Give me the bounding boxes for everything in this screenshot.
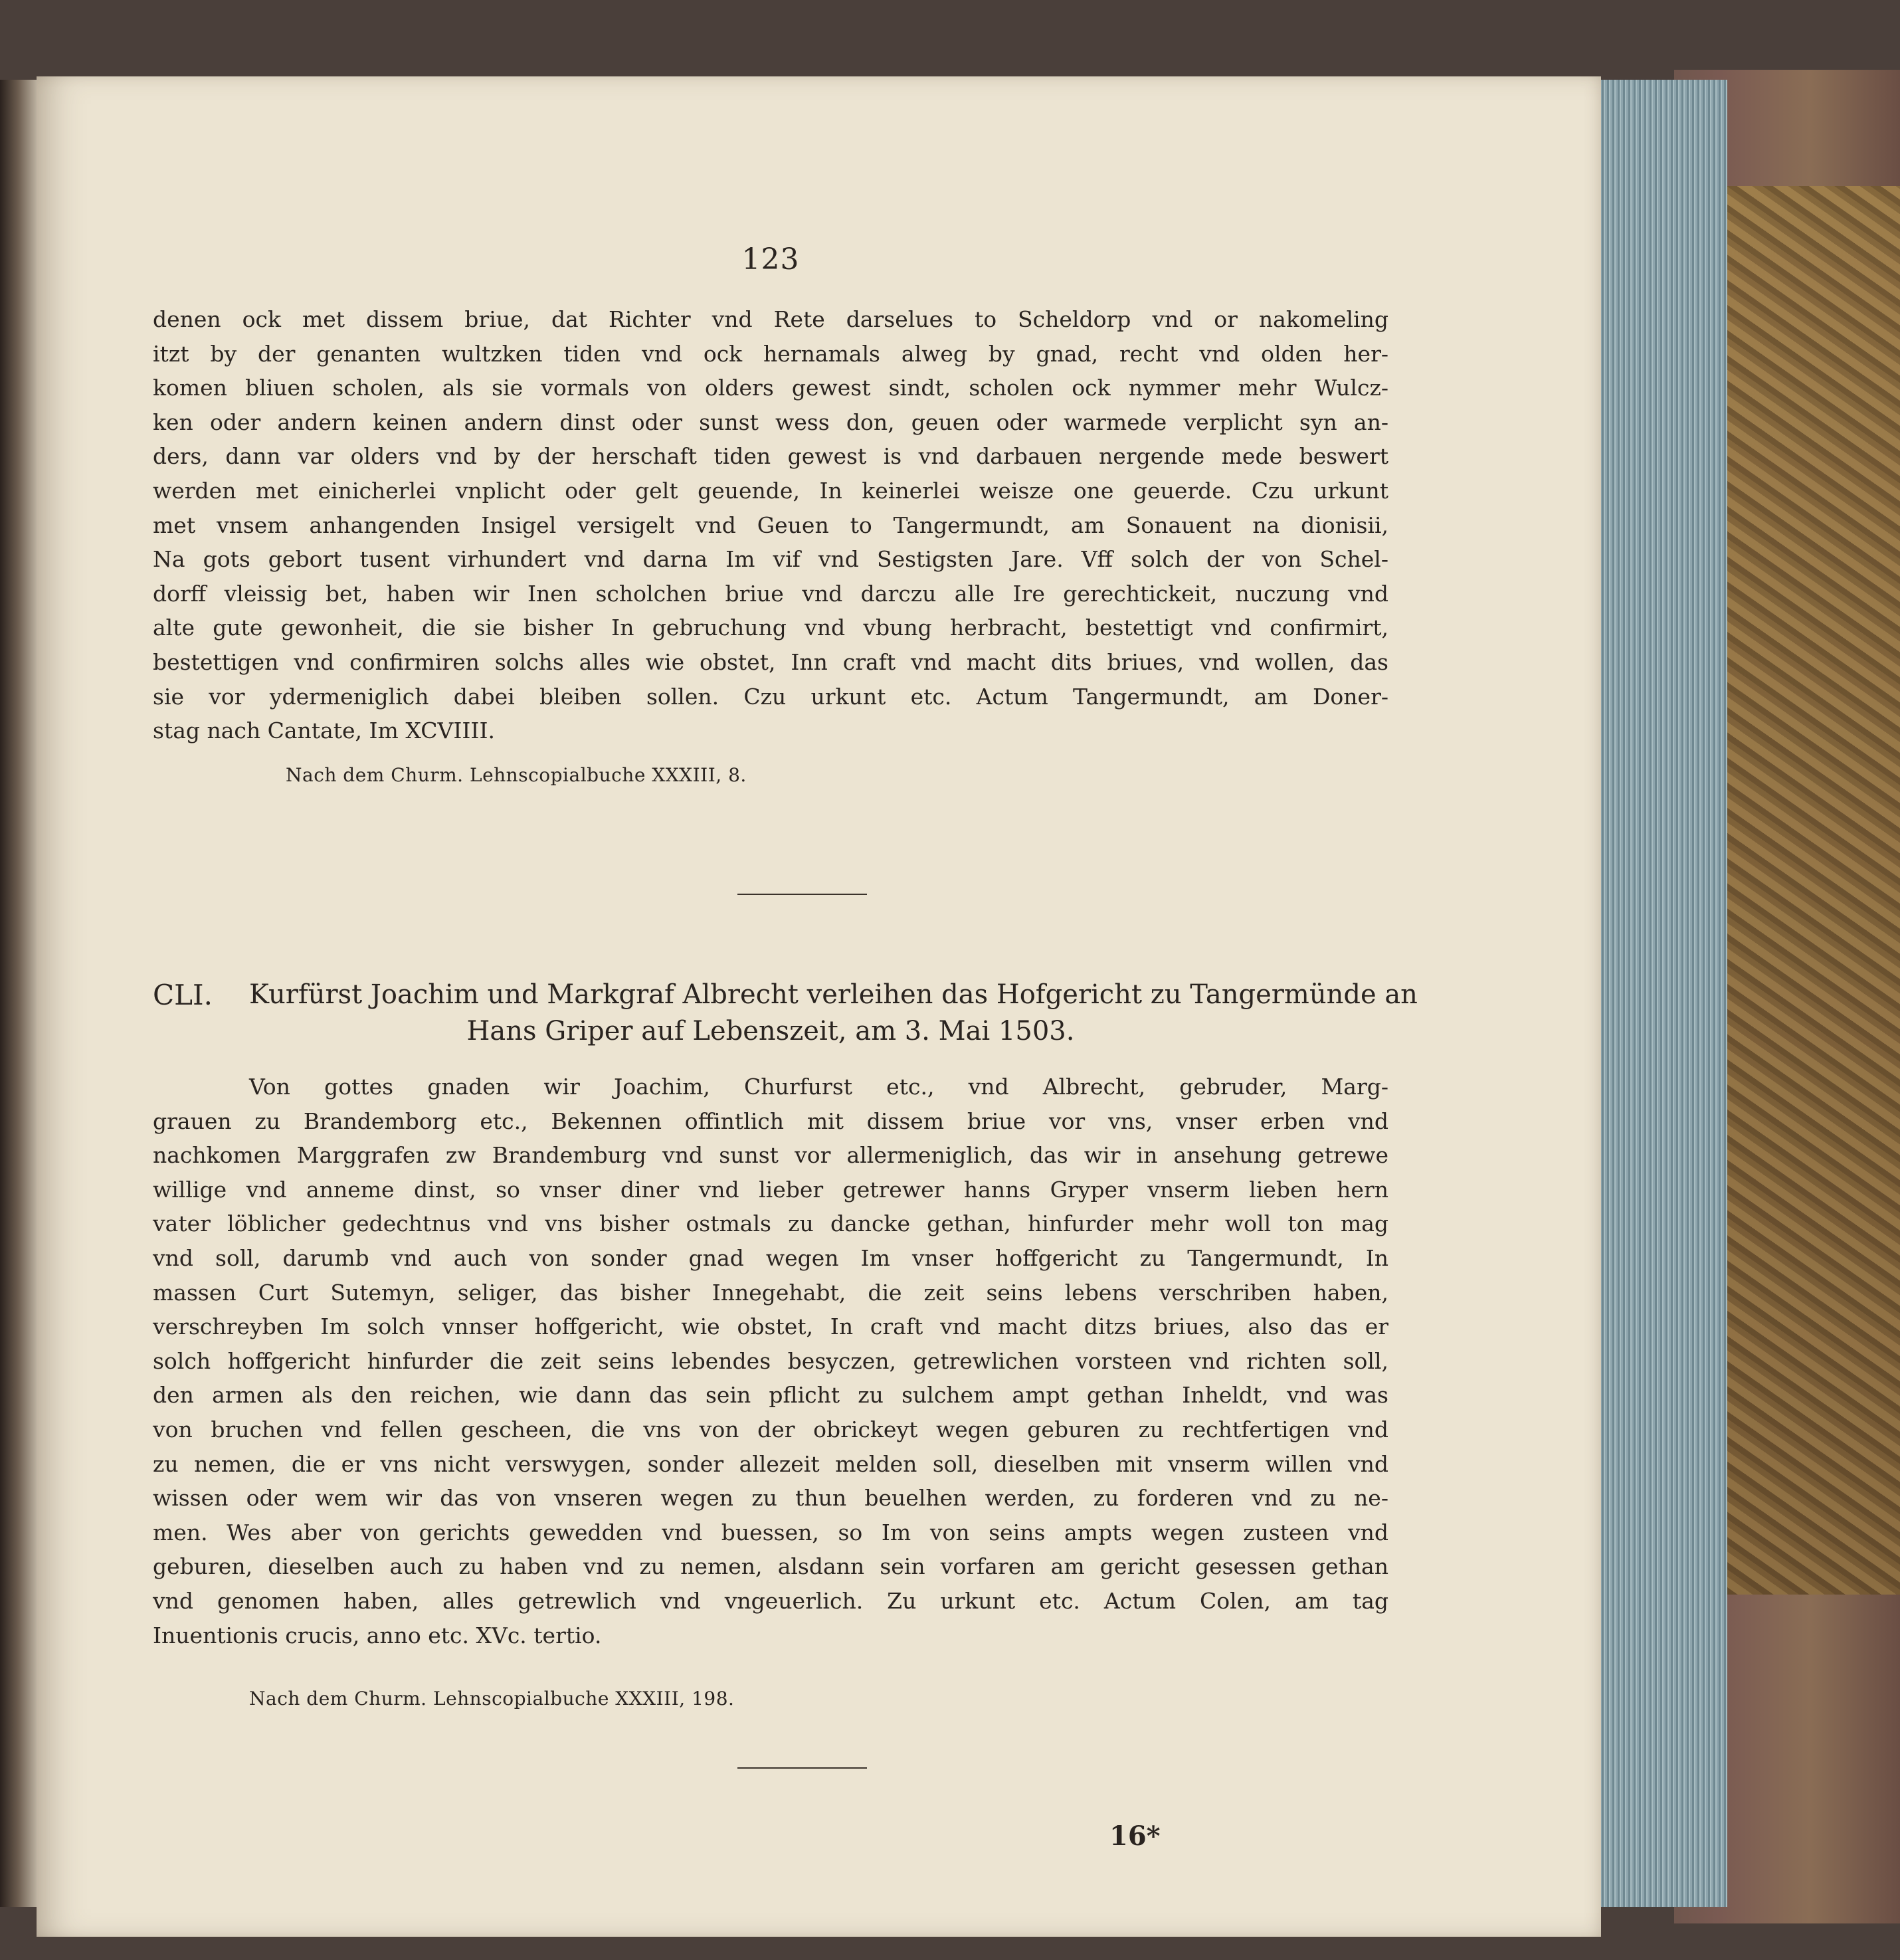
heading-line-1: Kurfürst Joachim und Markgraf Albrecht verleihen das Hofgericht zu Tangermünde an	[249, 979, 1418, 1010]
text-line: zu nemen, die er vns nicht verswygen, sonder allezeit melden soll, dieselben mit vnserm willen vnd	[153, 1450, 1388, 1477]
text-line: werden met einicherlei vnplicht oder gelt geuende, In keinerlei weisze one geuerde. Czu urkunt	[153, 477, 1388, 504]
text-line: massen Curt Sutemyn, seliger, das bisher Innegehabt, die zeit seins lebens verschriben haben,	[153, 1279, 1388, 1306]
marbled-cover-paper	[1727, 186, 1900, 1595]
text-line: Na gots gebort tusent virhundert vnd darna Im vif vnd Sestigsten Jare. Vff solch der von Schel-	[153, 546, 1388, 573]
document-paragraph-2	[153, 1070, 1388, 1652]
heading-line-2: Hans Griper auf Lebenszeit, am 3. Mai 1503.	[466, 1016, 1075, 1046]
text-line: nachkomen Marggrafen zw Brandemburg vnd sunst vor allermeniglich, das wir in ansehung getrewe	[153, 1142, 1388, 1169]
text-line: itzt by der genanten wultzken tiden vnd ock hernamals alweg by gnad, recht vnd olden her-	[153, 340, 1388, 367]
page-number: 123	[741, 243, 800, 276]
source-note-2: Nach dem Churm. Lehnscopialbuche XXXIII, 198.	[249, 1688, 735, 1710]
page-fore-edge	[1594, 80, 1727, 1907]
text-line: bestettigen vnd confirmiren solchs alles wie obstet, Inn craft vnd macht dits briues, vnd wollen, das	[153, 648, 1388, 675]
text-line: grauen zu Brandemborg etc., Bekennen offintlich mit dissem briue vor vns, vnser erben vnd	[153, 1108, 1388, 1134]
text-line: men. Wes aber von gerichts gewedden vnd buessen, so Im von seins ampts wegen zusteen vnd	[153, 1519, 1388, 1545]
text-line: solch hoffgericht hinfurder die zeit seins lebendes besyczen, getrewlichen vorsteen vnd richten soll,	[153, 1347, 1388, 1374]
text-line: komen bliuen scholen, als sie vormals von olders gewest sindt, scholen ock nymmer mehr Wulcz-	[153, 375, 1388, 401]
text-line: willige vnd anneme dinst, so vnser diner vnd lieber getrewer hanns Gryper vnserm lieben hern	[153, 1176, 1388, 1203]
book-page	[37, 76, 1601, 1937]
text-line: von bruchen vnd fellen gescheen, die vns von der obrickeyt wegen geburen zu rechtfertigen vnd	[153, 1416, 1388, 1442]
text-line: met vnsem anhangenden Insigel versigelt vnd Geuen to Tangermundt, am Sonauent na dionisii,	[153, 512, 1388, 538]
facing-page-edge	[0, 80, 40, 1907]
text-line: den armen als den reichen, wie dann das sein pflicht zu sulchem ampt gethan Inheldt, vnd was	[153, 1382, 1388, 1409]
text-line: Von gottes gnaden wir Joachim, Churfurst etc., vnd Albrecht, gebruder, Marg-	[249, 1074, 1388, 1100]
text-line: geburen, dieselben auch zu haben vnd zu nemen, alsdann sein vorfaren am gericht gesessen gethan	[153, 1553, 1388, 1580]
section-divider-1	[737, 894, 867, 895]
document-number: CLI.	[153, 979, 213, 1011]
text-line: vater löblicher gedechtnus vnd vns bisher ostmals zu dancke gethan, hinfurder mehr woll ton mag	[153, 1211, 1388, 1237]
text-line: vnd soll, darumb vnd auch von sonder gnad wegen Im vnser hoffgericht zu Tangermundt, In	[153, 1244, 1388, 1271]
text-line: dorff vleissig bet, haben wir Inen scholchen briue vnd darczu alle Ire gerechtickeit, nuczung vnd	[153, 580, 1388, 607]
signature-mark: 16*	[1109, 1820, 1161, 1852]
text-line: vnd genomen haben, alles getrewlich vnd vngeuerlich. Zu urkunt etc. Actum Colen, am tag	[153, 1587, 1388, 1614]
text-line: verschreyben Im solch vnnser hoffgericht, wie obstet, In craft vnd macht ditzs briues, also das er	[153, 1314, 1388, 1340]
document-paragraph-1	[153, 302, 1388, 748]
text-line: stag nach Cantate, Im XCVIIII.	[153, 718, 495, 744]
text-line: sie vor ydermeniglich dabei bleiben sollen. Czu urkunt etc. Actum Tangermundt, am Doner-	[153, 683, 1388, 710]
text-line: denen ock met dissem briue, dat Richter vnd Rete darselues to Scheldorp vnd or nakomeling	[153, 306, 1388, 332]
text-line: wissen oder wem wir das von vnseren wegen zu thun beuelhen werden, zu forderen vnd zu ne-	[153, 1485, 1388, 1512]
text-line: ders, dann var olders vnd by der herschaft tiden gewest is vnd darbauen nergende mede beswert	[153, 443, 1388, 470]
text-line: ken oder andern keinen andern dinst oder sunst wess don, geuen oder warmede verplicht syn an-	[153, 409, 1388, 435]
text-line: Inuentionis crucis, anno etc. XVc. tertio.	[153, 1622, 602, 1648]
text-line: alte gute gewonheit, die sie bisher In gebruchung vnd vbung herbracht, bestettigt vnd confirmirt,	[153, 615, 1388, 641]
source-note-1: Nach dem Churm. Lehnscopialbuche XXXIII, 8.	[286, 764, 747, 786]
section-divider-2	[737, 1767, 867, 1769]
